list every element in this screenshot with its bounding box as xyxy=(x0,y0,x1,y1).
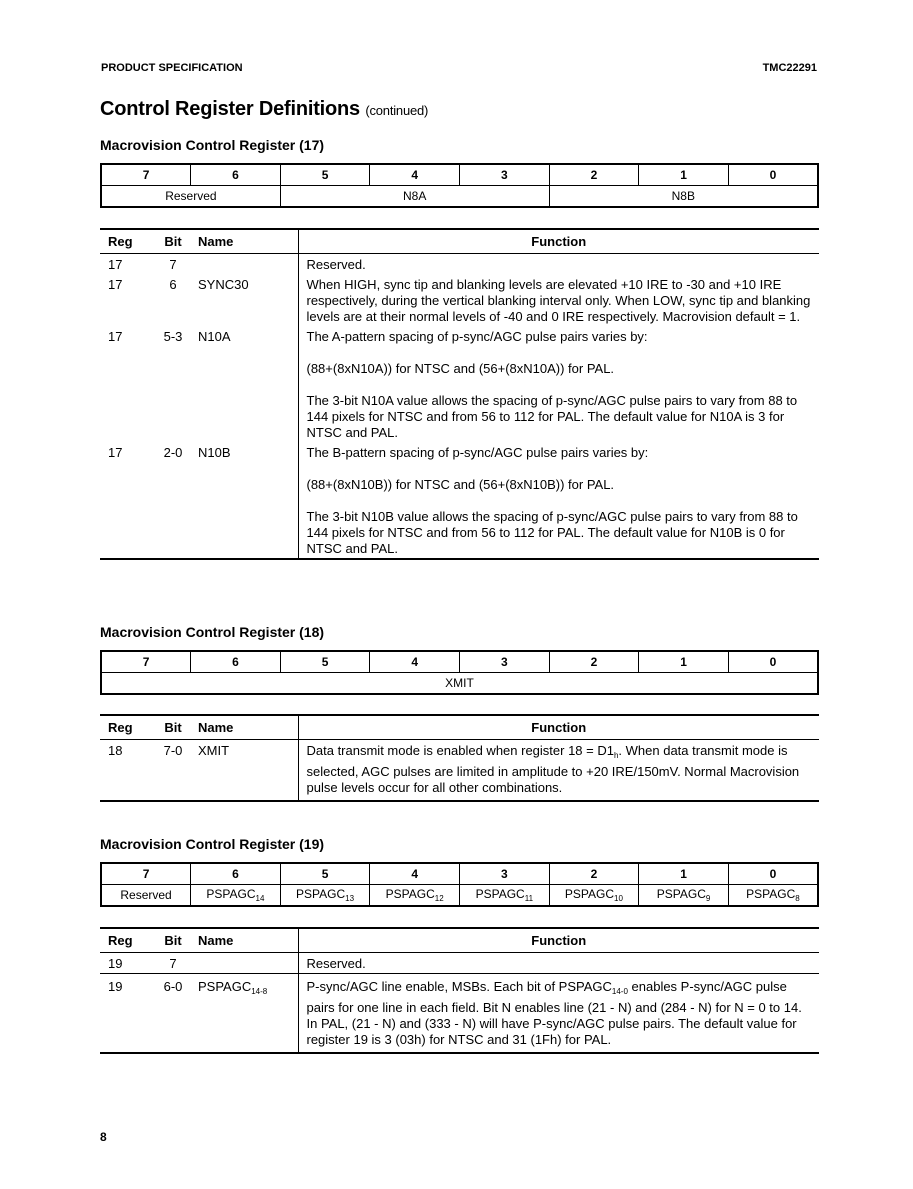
function-text: When HIGH, sync tip and blanking levels are elevated +10 IRE to -30 and +10 IRE respectively, during the vertical blanking interval only. When LOW, sync tip and blanking levels are at their normal levels of -40 and 0 IRE respectively. Macrovision default = 1. xyxy=(306,277,811,324)
col-bit: Bit xyxy=(148,715,198,740)
bit-4: 4 xyxy=(370,164,460,186)
cell-bit: 5-3 xyxy=(163,329,183,344)
table-row xyxy=(100,974,819,1054)
col-name: Name xyxy=(198,928,298,953)
bit-6: 6 xyxy=(191,651,281,673)
table-header xyxy=(100,928,819,953)
cell-reg: 17 xyxy=(108,329,123,344)
col-function: Function xyxy=(298,928,819,953)
field-reserved: Reserved xyxy=(101,186,280,208)
field-row xyxy=(101,673,818,695)
bit-4: 4 xyxy=(370,863,460,885)
field-pspagc8: $PSPAGC_8$ xyxy=(728,885,818,907)
cell-function xyxy=(298,254,819,275)
table-row xyxy=(100,740,819,802)
function-text: The A-pattern spacing of p-sync/AGC pulse pairs varies by: xyxy=(306,329,648,344)
table-header xyxy=(100,715,819,740)
field-reserved: Reserved xyxy=(101,885,191,907)
field-row xyxy=(101,186,818,208)
bit-1: 1 xyxy=(639,651,729,673)
bit-7: 7 xyxy=(101,164,191,186)
function-text: . When data transmit mode is selected, AGC pulses are limited in amplitude to +20 IRE/150mV. Normal Macrovision pulse levels occur for all other combinations. xyxy=(306,743,800,795)
reg18-function-table xyxy=(100,714,819,802)
function-text: enables P-sync/AGC pulse pairs for one line in each field. Bit N enables line (21 - N) and (284 - N) for N = 0 to 14. In PAL, (21 - N) and (333 - N) will have P-sync/AGC pulse pairs. The default value for register 19 is 3 (03h) for NTSC and 31 (1Fh) for PAL. xyxy=(306,979,802,1047)
cell-name: XMIT xyxy=(198,740,298,802)
cell-function: Reserved. xyxy=(298,953,819,974)
field-pspagc9: $PSPAGC_9$ xyxy=(639,885,729,907)
table-row xyxy=(100,274,819,326)
function-text: Data transmit mode is enabled when register 18 = D1 xyxy=(306,743,614,758)
col-name: Name xyxy=(198,715,298,740)
header-left: PRODUCT SPECIFICATION xyxy=(101,62,243,74)
bit-0: 0 xyxy=(728,863,818,885)
reg17-heading: Macrovision Control Register (17) xyxy=(100,137,325,153)
bit-1: 1 xyxy=(639,164,729,186)
cell-name: N10B xyxy=(198,442,298,559)
bit-2: 2 xyxy=(549,863,639,885)
bit-2: 2 xyxy=(549,651,639,673)
function-text: Reserved. xyxy=(306,257,366,272)
bit-5: 5 xyxy=(280,651,370,673)
cell-bit: 2-0 xyxy=(148,442,198,559)
table-row xyxy=(100,326,819,442)
cell-bit: 7 xyxy=(169,257,177,272)
cell-reg: 17 xyxy=(108,277,123,292)
field-xmit: XMIT xyxy=(101,673,818,695)
bit-3: 3 xyxy=(460,164,550,186)
field-n8b: N8B xyxy=(549,186,818,208)
page-title xyxy=(100,98,428,121)
cell-reg: 18 xyxy=(100,740,148,802)
cell-function xyxy=(298,974,819,1054)
bit-7: 7 xyxy=(101,863,191,885)
cell-function xyxy=(298,274,819,326)
function-text: The 3-bit N10B value allows the spacing of p-sync/AGC pulse pairs to vary from 88 to 144 pixels for NTSC and from 56 to 112 for PAL. The default value for N10B is 0 for NTSC and PAL. xyxy=(306,509,798,556)
function-text: P-sync/AGC line enable, MSBs. Each bit of PSPAGC xyxy=(306,979,612,994)
bit-4: 4 xyxy=(370,651,460,673)
cell-name xyxy=(198,254,298,275)
cell-reg: 19 xyxy=(100,974,148,1054)
reg19-function-table xyxy=(100,927,819,1054)
bit-6: 6 xyxy=(191,164,281,186)
field-pspagc13: $PSPAGC_{13}$ xyxy=(280,885,370,907)
col-reg: Reg xyxy=(100,229,148,254)
cell-bit: 6 xyxy=(169,277,177,292)
col-function: Function xyxy=(298,715,819,740)
reg18-heading: Macrovision Control Register (18) xyxy=(100,624,325,640)
bit-number-row xyxy=(101,164,818,186)
col-reg: Reg xyxy=(100,928,148,953)
col-function: Function xyxy=(298,229,819,254)
bit-2: 2 xyxy=(549,164,639,186)
bit-5: 5 xyxy=(280,164,370,186)
cell-name: $PSPAGC_{14-8}$ xyxy=(198,974,298,1054)
col-bit: Bit xyxy=(148,928,198,953)
field-row xyxy=(101,885,818,907)
function-text: (88+(8xN10B)) for NTSC and (56+(8xN10B)) for PAL. xyxy=(306,477,615,492)
table-row xyxy=(100,953,819,974)
col-reg: Reg xyxy=(100,715,148,740)
cell-name: SYNC30 xyxy=(198,277,249,292)
field-pspagc10: $PSPAGC_{10}$ xyxy=(549,885,639,907)
page-number: 8 xyxy=(100,1130,107,1144)
table-header xyxy=(100,229,819,254)
bit-number-row xyxy=(101,651,818,673)
table-row xyxy=(100,442,819,559)
reg17-bit-table xyxy=(100,163,819,208)
function-text: (88+(8xN10A)) for NTSC and (56+(8xN10A)) for PAL. xyxy=(306,361,615,376)
col-name: Name xyxy=(198,229,298,254)
function-subscript: h xyxy=(613,751,619,760)
cell-reg: 17 xyxy=(100,442,148,559)
reg18-bit-table xyxy=(100,650,819,695)
bit-3: 3 xyxy=(460,863,550,885)
reg19-heading: Macrovision Control Register (19) xyxy=(100,836,325,852)
cell-reg: 19 xyxy=(100,953,148,974)
bit-0: 0 xyxy=(728,164,818,186)
bit-number-row xyxy=(101,863,818,885)
cell-function xyxy=(298,442,819,559)
header-right: TMC22291 xyxy=(762,62,817,74)
cell-name xyxy=(198,953,298,974)
table-row xyxy=(100,254,819,275)
bit-0: 0 xyxy=(728,651,818,673)
cell-bit: 6-0 xyxy=(148,974,198,1054)
field-pspagc14: $PSPAGC_{14}$ xyxy=(191,885,281,907)
field-pspagc11: $PSPAGC_{11}$ xyxy=(460,885,550,907)
cell-name: N10A xyxy=(198,329,231,344)
cell-function xyxy=(298,326,819,442)
col-bit: Bit xyxy=(148,229,198,254)
bit-7: 7 xyxy=(101,651,191,673)
function-subscript: 14-0 xyxy=(611,987,628,996)
title-continued: (continued) xyxy=(365,103,429,118)
bit-3: 3 xyxy=(460,651,550,673)
field-pspagc12: $PSPAGC_{12}$ xyxy=(370,885,460,907)
cell-bit: 7 xyxy=(148,953,198,974)
bit-6: 6 xyxy=(191,863,281,885)
bit-5: 5 xyxy=(280,863,370,885)
cell-function xyxy=(298,740,819,802)
function-text: The B-pattern spacing of p-sync/AGC pulse pairs varies by: xyxy=(306,445,649,460)
title-main: Control Register Definitions xyxy=(100,98,360,120)
cell-bit: 7-0 xyxy=(148,740,198,802)
field-n8a: N8A xyxy=(280,186,549,208)
function-text: The 3-bit N10A value allows the spacing of p-sync/AGC pulse pairs to vary from 88 to 144 pixels for NTSC and from 56 to 112 for PAL. The default value for N10A is 3 for NTSC and PAL. xyxy=(306,393,798,440)
reg19-bit-table xyxy=(100,862,819,907)
cell-reg: 17 xyxy=(108,257,123,272)
bit-1: 1 xyxy=(639,863,729,885)
reg17-function-table xyxy=(100,228,819,560)
